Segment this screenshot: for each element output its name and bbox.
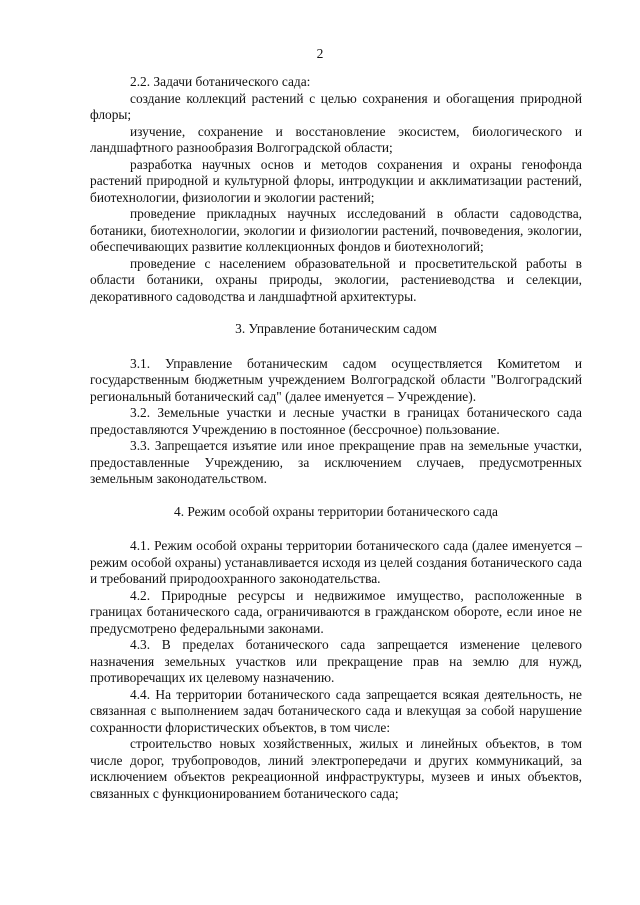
task-item: создание коллекций растений с целью сохранения и обогащения природной флоры;	[90, 90, 582, 122]
task-item: изучение, сохранение и восстановление экосистем, биологического и ландшафтного разнообразия Волгоградской области;	[90, 123, 582, 155]
paragraph: 3.3. Запрещается изъятие или иное прекращение прав на земельные участки, предоставленные Учреждению, за исключением случаев, предусмотренных земельным законодательством.	[90, 438, 582, 486]
task-item: проведение с населением образовательной и просветительской работы в области ботаники, охраны природы, экологии, растениеводства и селекции, декоративного садоводства и ландшафтной архитектуры.	[90, 255, 582, 304]
subsection-title: 2.2. Задачи ботанического сада:	[130, 74, 311, 89]
task-item: разработка научных основ и методов сохранения и охраны генофонда растений природной и культурной флоры, интродукции и акклиматизации растений, биотехнологии, физиологии и экологии растений;	[90, 156, 582, 205]
section-heading: 3. Управление ботаническим садом	[235, 321, 437, 336]
paragraph: 4.1. Режим особой охраны территории ботанического сада (далее именуется – режим особой охраны) устанавливается исходя из целей создания ботанического сада и требований природоохранного законодательства.	[90, 538, 582, 586]
paragraph: 4.3. В пределах ботанического сада запрещается изменение целевого назначения земельных участков или прекращение прав на землю для нужд, противоречащих их целевому назначению.	[90, 637, 582, 685]
section-heading: 4. Режим особой охраны территории ботанического сада	[174, 503, 498, 519]
task-item: проведение прикладных научных исследований в области садоводства, ботаники, биотехнологии, экологии и физиологии растений, почвоведения, экологии, обеспечивающих развитие коллекционных фондов и биотехнологий;	[90, 206, 582, 254]
paragraph: 4.2. Природные ресурсы и недвижимое имущество, расположенные в границах ботанического сада, ограничиваются в гражданском обороте, если иное не предусмотрено федеральными законами.	[90, 587, 582, 636]
paragraph: 3.1. Управление ботаническим садом осуществляется Комитетом и государственным бюджетным учреждением Волгоградской области "Волгоградский региональный ботанический сад" (далее именуется – Учреждение).	[90, 355, 582, 404]
paragraph: строительство новых хозяйственных, жилых и линейных объектов, в том числе дорог, трубопроводов, линий электропередачи и других коммуникаций, за исключением объектов рекреационной инфраструктуры, музеев и иных объектов, связанных с функционированием ботанического сада;	[90, 736, 582, 801]
paragraph: 3.2. Земельные участки и лесные участки в границах ботанического сада предоставляются Учреждению в постоянное (бессрочное) пользование.	[90, 405, 582, 437]
document-body	[90, 74, 582, 802]
page-number: 2	[316, 46, 324, 61]
paragraph: 4.4. На территории ботанического сада запрещается всякая деятельность, не связанная с выполнением задач ботанического сада и влекущая за собой нарушение сохранности флористических объектов, в том числе:	[90, 686, 582, 735]
